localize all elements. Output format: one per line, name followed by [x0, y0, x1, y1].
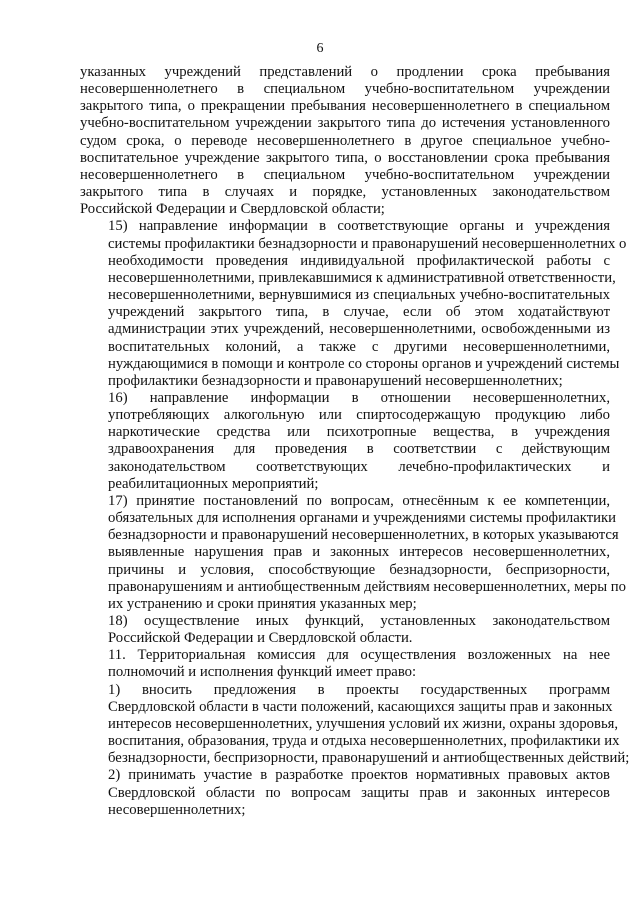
- text-line: Свердловской области в части положений, касающихся защиты прав и законных: [108, 698, 613, 715]
- text-line: указанных учреждений представлений о продлении срока пребывания: [80, 64, 610, 80]
- paragraph: [80, 647, 610, 681]
- text-line: учреждений закрытого типа, в случае, если об этом ходатайствуют: [108, 304, 610, 321]
- text-line: здравоохранения для проведения в соответствии с действующим: [108, 441, 610, 458]
- text-line: профилактики безнадзорности и правонарушений несовершеннолетних;: [108, 372, 563, 389]
- text-line: 17) принятие постановлений по вопросам, отнесённым к ее компетенции,: [108, 492, 610, 509]
- text-line: безнадзорности, беспризорности, правонарушений и антиобщественных действий;: [108, 750, 630, 767]
- text-line: Российской Федерации и Свердловской области;: [80, 201, 385, 218]
- text-line: выявленные нарушения прав и законных интересов несовершеннолетних,: [108, 544, 610, 561]
- text-line: наркотические средства или психотропные вещества, в учреждения: [108, 424, 610, 441]
- text-line: их устранению и сроки принятия указанных мер;: [108, 595, 417, 612]
- paragraph: [80, 218, 627, 390]
- text-line: закрытого типа, о прекращении пребывания несовершеннолетнего в специальном: [80, 98, 610, 115]
- text-line: 1) вносить предложения в проекты государственных программ: [108, 681, 610, 698]
- paragraph: [80, 390, 610, 493]
- text-line: 16) направление информации в отношении несовершеннолетних,: [108, 389, 610, 406]
- text-line: 15) направление информации в соответствующие органы и учреждения: [108, 218, 610, 235]
- text-line: интересов несовершеннолетних, улучшения условий их жизни, охраны здоровья,: [108, 715, 619, 732]
- text-line: Свердловской области по вопросам защиты прав и законных интересов: [108, 784, 610, 801]
- text-line: воспитательных колоний, а также с другими несовершеннолетними,: [108, 338, 610, 355]
- text-line: безнадзорности и правонарушений несовершеннолетних, в которых указываются: [108, 527, 619, 544]
- text-line: несовершеннолетними, привлекавшимися к административной ответственности,: [108, 269, 616, 286]
- text-line: системы профилактики безнадзорности и правонарушений несовершеннолетних о: [108, 235, 627, 252]
- text-line: судом срока, о переводе несовершеннолетнего в другое специальное учебно-: [80, 132, 610, 149]
- paragraph: [80, 613, 610, 647]
- text-line: реабилитационных мероприятий;: [108, 475, 319, 492]
- text-line: законодательством соответствующих лечебно-профилактических и: [108, 458, 610, 475]
- text-line: необходимости проведения индивидуальной профилактической работы с: [108, 252, 610, 269]
- text-line: воспитания, образования, труда и отдыха несовершеннолетних, профилактики их: [108, 733, 620, 750]
- text-line: обязательных для исполнения органами и учреждениями системы профилактики: [108, 510, 616, 527]
- paragraph: [80, 492, 627, 613]
- paragraph: [80, 681, 630, 768]
- text-line: закрытого типа в случаях и порядке, установленных законодательством: [80, 184, 610, 201]
- text-line: администрации этих учреждений, несовершеннолетними, освобожденными из: [108, 321, 610, 338]
- paragraph: [80, 767, 610, 818]
- text-line: причины и условия, способствующие безнадзорности, беспризорности,: [108, 561, 610, 578]
- text-line: воспитательное учреждение закрытого типа, о восстановлении срока пребывания: [80, 149, 610, 166]
- text-line: 18) осуществление иных функций, установленных законодательством: [108, 613, 610, 629]
- text-line: нуждающимися в помощи и контроле со стороны органов и учреждений системы: [108, 355, 620, 372]
- text-line: полномочий и исполнения функций имеет право:: [108, 664, 417, 681]
- document-body: [80, 64, 630, 819]
- text-line: несовершеннолетними, вернувшимися из специальных учебно-воспитательных: [108, 287, 610, 304]
- paragraph: [80, 64, 610, 218]
- text-line: 2) принимать участие в разработке проектов нормативных правовых актов: [108, 767, 610, 784]
- page-number: 6: [316, 41, 324, 56]
- text-line: несовершеннолетнего в специальном учебно-воспитательном учреждении: [80, 166, 610, 183]
- text-line: Российской Федерации и Свердловской области.: [108, 630, 413, 647]
- text-line: правонарушениям и антиобщественным действиям несовершеннолетних, меры по: [108, 578, 627, 595]
- text-line: несовершеннолетних;: [108, 801, 246, 818]
- text-line: несовершеннолетнего в специальном учебно-воспитательном учреждении: [80, 81, 610, 98]
- text-line: учебно-воспитательном учреждении закрытого типа до истечения установленного: [80, 115, 610, 132]
- text-line: 11. Территориальная комиссия для осуществления возложенных на нее: [108, 647, 610, 664]
- text-line: употребляющих алкогольную или спиртосодержащую продукцию либо: [108, 407, 610, 424]
